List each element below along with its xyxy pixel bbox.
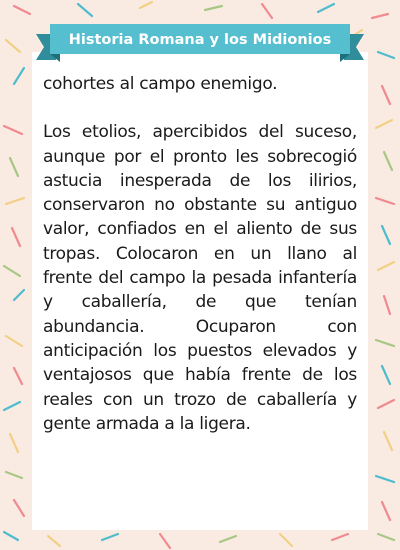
- paragraph: Los etolios, apercibidos del suceso, aunque por el pronto les sobrecogió astucia inesperada de los ilirios, conservaron no obstante su antiguo valor, confiados en el aliento de sus tropas. Colocaron en un llano al frente del campo la pesada infantería y caballería, de que tenían abundancia. Ocuparon con anticipación los puestos elevados y ventajosos que había frente de los reales con un trozo de caballería y gente armada a la ligera.: [43, 122, 357, 434]
- page-title: Historia Romana y los Midionios: [68, 32, 332, 48]
- paragraph: cohortes al campo enemigo.: [43, 74, 278, 94]
- body-text: [43, 72, 357, 436]
- title-banner: [36, 22, 364, 62]
